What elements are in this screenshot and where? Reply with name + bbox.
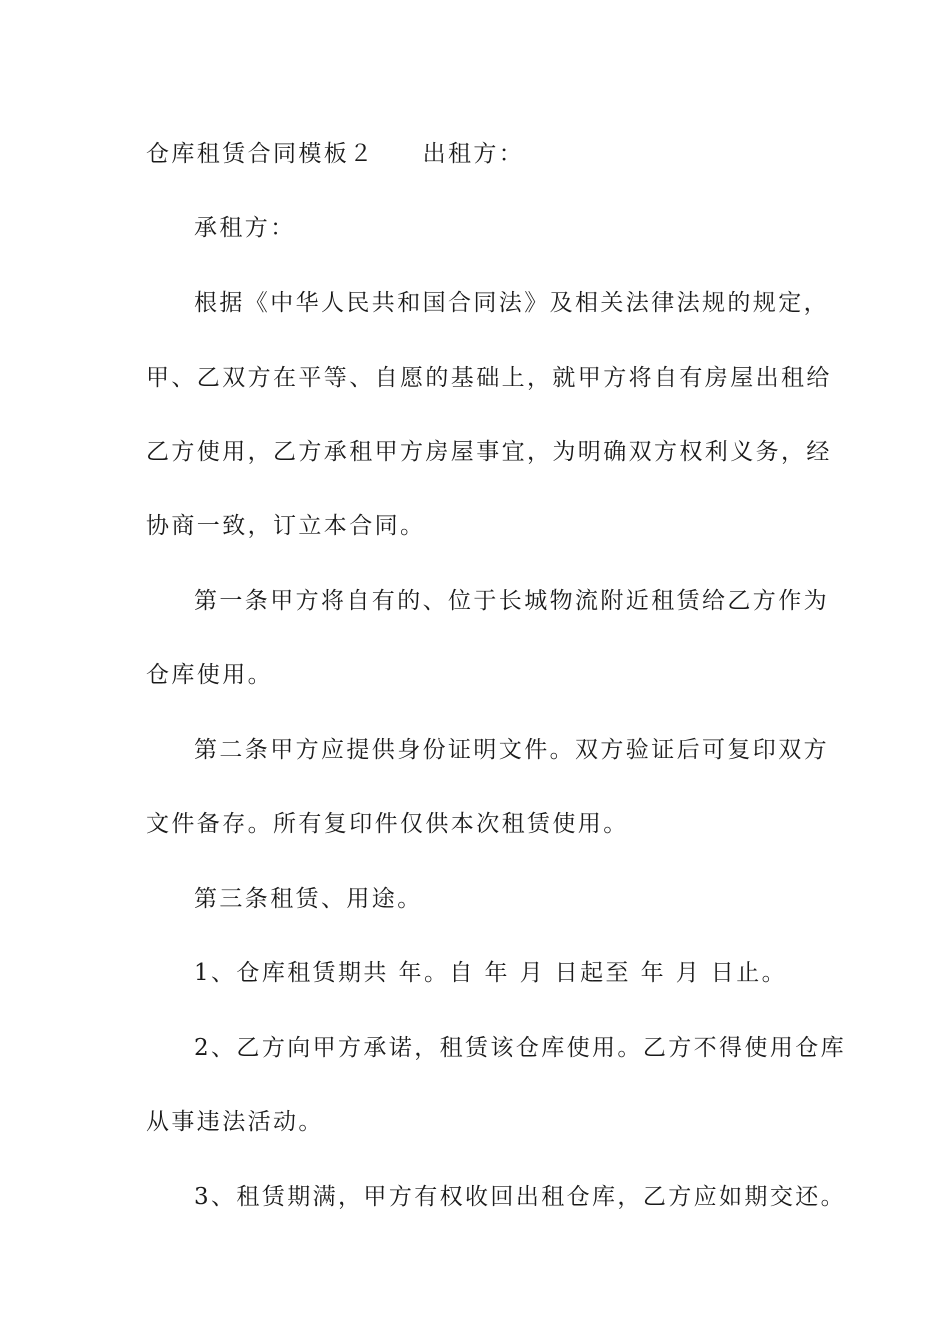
paragraph-line: 2、乙方向甲方承诺，租赁该仓库使用。乙方不得使用仓库 [194,1035,847,1061]
lessor-label: 出租方： [422,141,525,167]
lessee-label: 承租方： [194,215,296,241]
paragraph-line: 协商一致，订立本合同。 [146,513,426,539]
paragraph-line: 第三条租赁、用途。 [194,886,423,912]
paragraph-line: 第二条甲方应提供身份证明文件。双方验证后可复印双方 [194,737,829,763]
paragraph-line: 从事违法活动。 [146,1109,324,1135]
paragraph-line: 第一条甲方将自有的、位于长城物流附近租赁给乙方作为 [194,588,829,614]
paragraph-line: 仓库使用。 [146,662,273,688]
paragraph-line: 文件备存。所有复印件仅供本次租赁使用。 [146,811,629,837]
paragraph-line: 根据《中华人民共和国合同法》及相关法律法规的规定， [194,290,829,316]
paragraph-line: 3、租赁期满，甲方有权收回出租仓库，乙方应如期交还。 [194,1184,847,1210]
paragraph-line: 1、仓库租赁期共 年。自 年 月 日起至 年 月 日止。 [194,960,788,986]
paragraph-line: 甲、乙双方在平等、自愿的基础上，就甲方将自有房屋出租给 [146,365,832,391]
paragraph-line: 乙方使用，乙方承租甲方房屋事宜，为明确双方权利义务，经 [146,439,832,465]
document-title: 仓库租赁合同模板２ [146,141,375,167]
title-line [146,139,826,169]
